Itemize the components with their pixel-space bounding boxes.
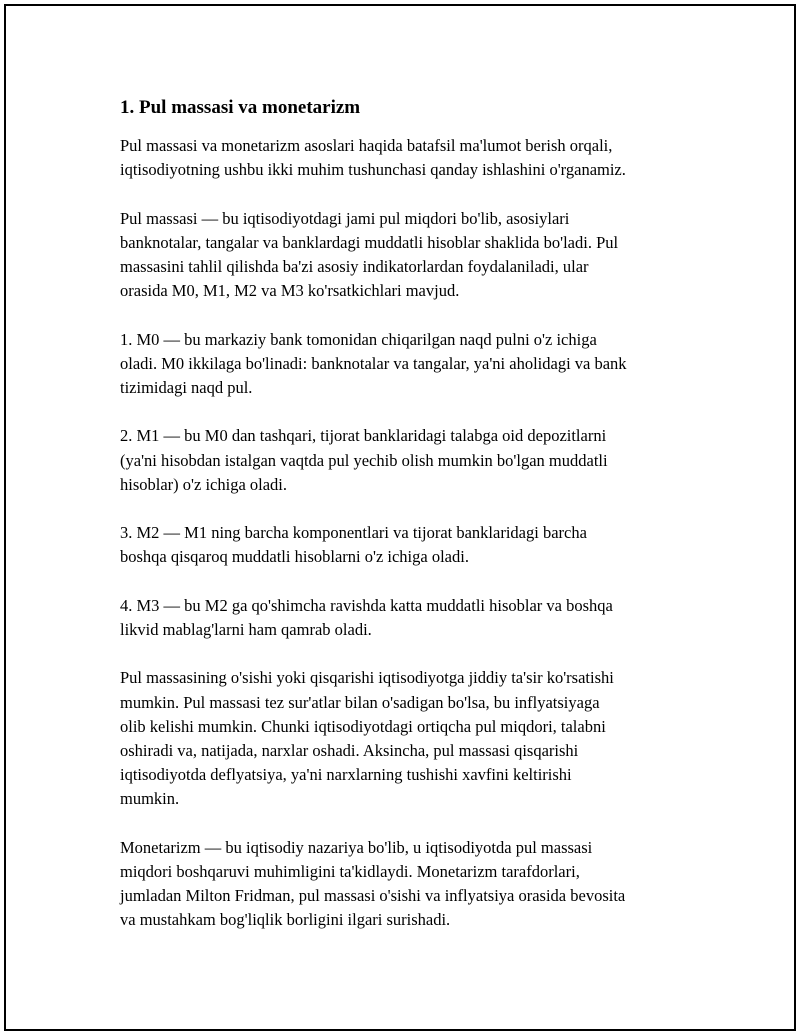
text-line: Monetarizm — bu iqtisodiy nazariya bo'lib, u iqtisodiyotda pul massasi	[120, 837, 593, 857]
money-supply-definition-paragraph	[120, 207, 700, 304]
text-line: oshiradi va, natijada, narxlar oshadi. Aksincha, pul massasi qisqarishi	[120, 740, 579, 760]
text-line: olib kelishi mumkin. Chunki iqtisodiyotdagi ortiqcha pul miqdori, talabni	[120, 716, 606, 736]
text-line: hisoblar) o'z ichiga oladi.	[120, 474, 288, 494]
m2-paragraph	[120, 521, 700, 569]
m0-paragraph	[120, 328, 700, 401]
text-line: Pul massasi va monetarizm asoslari haqida batafsil ma'lumot berish orqali,	[120, 136, 613, 155]
text-line: mumkin.	[120, 789, 180, 809]
text-line: boshqa qisqaroq muddatli hisoblarni o'z ichiga oladi.	[120, 547, 469, 567]
text-line: Pul massasi — bu iqtisodiyotdagi jami pul miqdori bo'lib, asosiylari	[120, 208, 570, 228]
text-line: orasida M0, M1, M2 va M3 ko'rsatkichlari mavjud.	[120, 281, 460, 301]
text-line: tizimidagi naqd pul.	[120, 378, 253, 397]
text-line: (ya'ni hisobdan istalgan vaqtda pul yechib olish mumkin bo'lgan muddatli	[120, 450, 608, 470]
text-line: mumkin. Pul massasi tez sur'atlar bilan o'sadigan bo'lsa, bu inflyatsiyaga	[120, 692, 600, 712]
section-heading: 1. Pul massasi va monetarizm	[120, 97, 361, 118]
m1-paragraph	[120, 424, 700, 497]
text-line: jumladan Milton Fridman, pul massasi o'sishi va inflyatsiya orasida bevosita	[120, 886, 626, 906]
text-line: va mustahkam bog'liqlik borligini ilgari surishadi.	[120, 910, 451, 930]
intro-paragraph	[120, 134, 700, 182]
text-line: banknotalar, tangalar va banklardagi muddatli hisoblar shaklida bo'ladi. Pul	[120, 232, 619, 252]
monetarism-paragraph	[120, 836, 700, 933]
text-line: 4. M3 — bu M2 ga qo'shimcha ravishda katta muddatli hisoblar va boshqa	[120, 595, 613, 615]
money-supply-effects-paragraph	[120, 666, 700, 811]
text-line: 2. M1 — bu M0 dan tashqari, tijorat banklaridagi talabga oid depozitlarni	[120, 426, 607, 446]
text-line: massasini tahlil qilishda ba'zi asosiy indikatorlardan foydalaniladi, ular	[120, 257, 589, 276]
text-line: 1. M0 — bu markaziy bank tomonidan chiqarilgan naqd pulni o'z ichiga	[120, 329, 597, 349]
text-line: miqdori boshqaruvi muhimligini ta'kidlaydi. Monetarizm tarafdorlari,	[120, 861, 580, 881]
text-line: Pul massasining o'sishi yoki qisqarishi iqtisodiyotga jiddiy ta'sir ko'rsatishi	[120, 668, 614, 688]
page-frame	[4, 4, 796, 1031]
text-line: 3. M2 — M1 ning barcha komponentlari va tijorat banklaridagi barcha	[120, 523, 587, 543]
text-line: likvid mablag'larni ham qamrab oladi.	[120, 619, 372, 639]
text-line: iqtisodiyotda deflyatsiya, ya'ni narxlarning tushishi xavfini keltirishi	[120, 765, 572, 785]
document-body	[120, 96, 700, 957]
text-line: iqtisodiyotning ushbu ikki muhim tushunchasi qanday ishlashini o'rganamiz.	[120, 160, 626, 180]
m3-paragraph	[120, 594, 700, 642]
text-line: oladi. M0 ikkilaga bo'linadi: banknotalar va tangalar, ya'ni aholidagi va bank	[120, 353, 627, 373]
